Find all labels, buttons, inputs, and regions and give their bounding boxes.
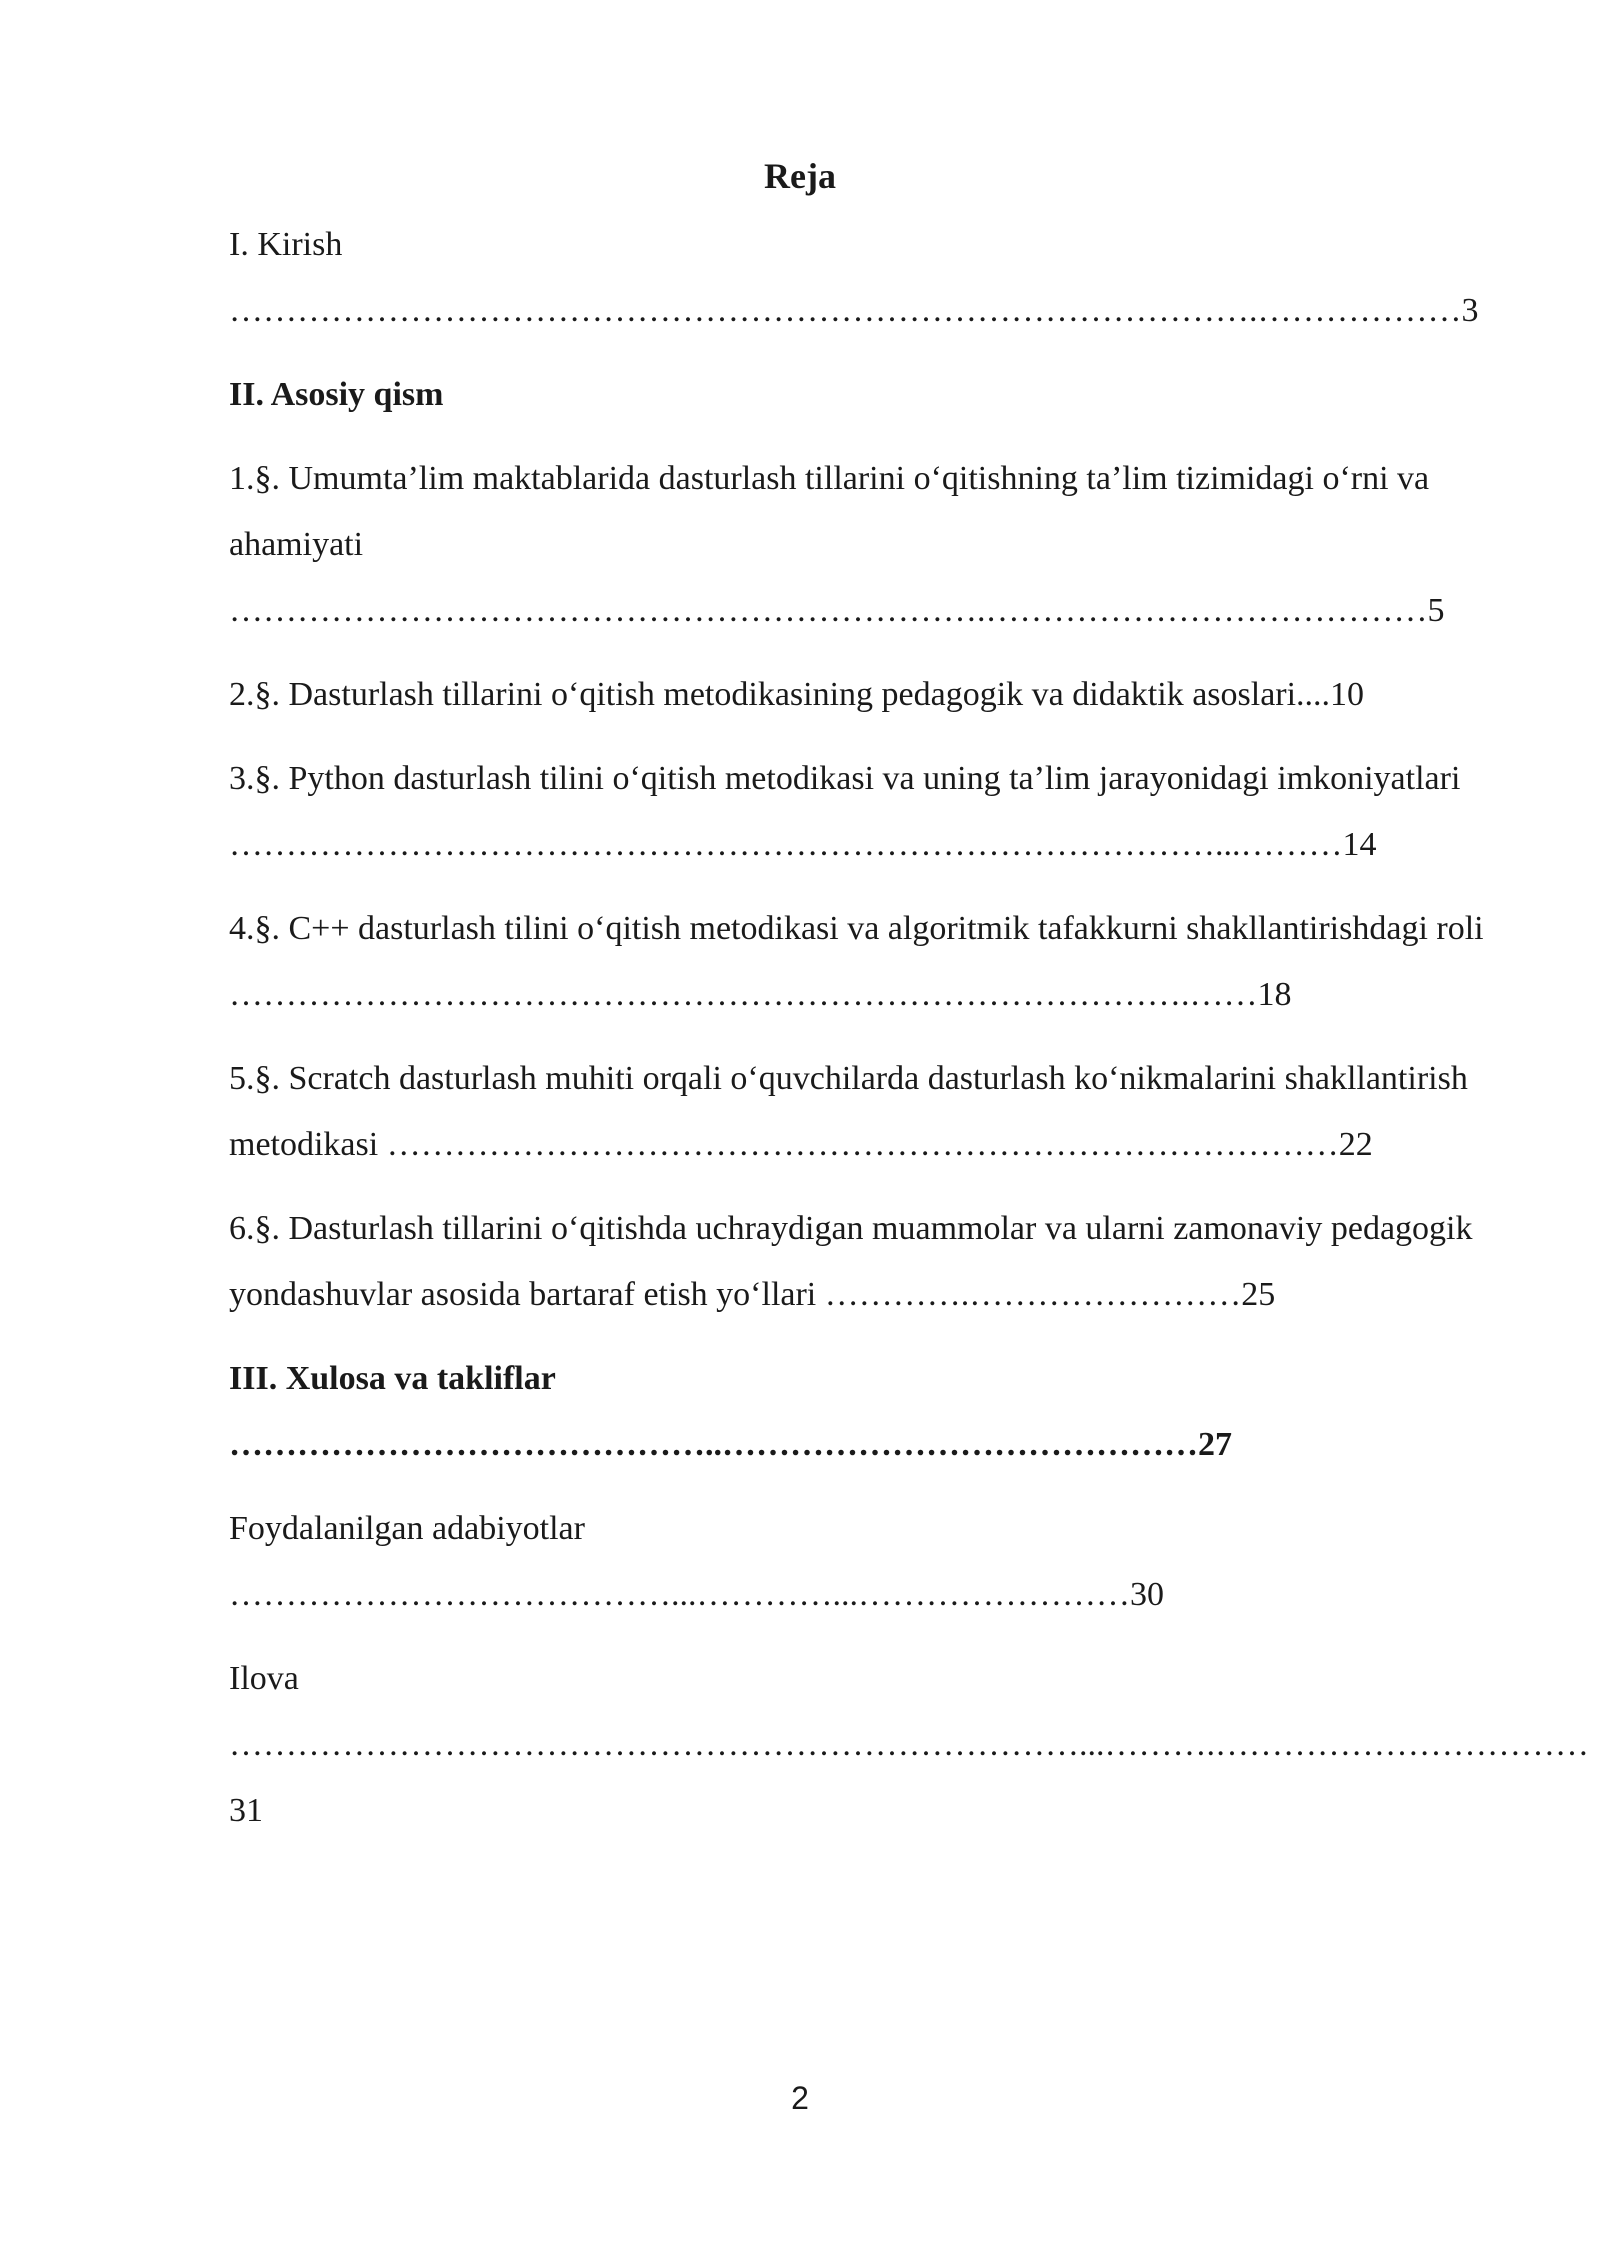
- toc-entry-adabiyotlar: Foydalanilgan adabiyotlar …………………………………...…………...……………………30: [229, 1510, 1164, 1613]
- toc-entry-section-1: 1.§. Umumta’lim maktablarida dasturlash tillarini o‘qitishning ta’lim tizimidagi o‘rni va ahamiyati ………………………………………………………….…………………………………5: [229, 460, 1445, 629]
- toc-entry-section-6: 6.§. Dasturlash tillarini o‘qitishda uchraydigan muammolar va ularni zamonaviy pedagogik yondashuvlar asosida bartaraf etish yo‘llari ………….……………………25: [229, 1210, 1473, 1313]
- toc-entry-ilova: Ilova …………………………………………………………………...……….……………………………31: [229, 1660, 1589, 1829]
- page-title: Reja: [764, 156, 836, 196]
- page-number: 2: [791, 2080, 809, 2116]
- table-of-contents: [229, 212, 1589, 1862]
- toc-entry-section-4: 4.§. C++ dasturlash tilini o‘qitish metodikasi va algoritmik tafakkurni shakllantirishdagi roli ………………………………………………………………………….……18: [229, 910, 1484, 1013]
- toc-entry-section-2: 2.§. Dasturlash tillarini o‘qitish metodikasining pedagogik va didaktik asoslari....10: [229, 676, 1365, 713]
- toc-entry-section-5: 5.§. Scratch dasturlash muhiti orqali o‘quvchilarda dasturlash ko‘nikmalarini shakllantirish metodikasi …………………………………………………………………………22: [229, 1060, 1468, 1163]
- toc-entry-asosiy-qism: II. Asosiy qism: [229, 376, 444, 413]
- toc-entry-kirish: I. Kirish ……………………………………………………………………………….………………3: [229, 226, 1479, 329]
- toc-entry-section-3: 3.§. Python dasturlash tilini o‘qitish metodikasi va uning ta’lim jarayonidagi imkoniyatlari ……………………………………………………………………………...………14: [229, 760, 1461, 863]
- toc-entry-xulosa: III. Xulosa va takliflar ……………………………………..……………………………………27: [229, 1360, 1232, 1463]
